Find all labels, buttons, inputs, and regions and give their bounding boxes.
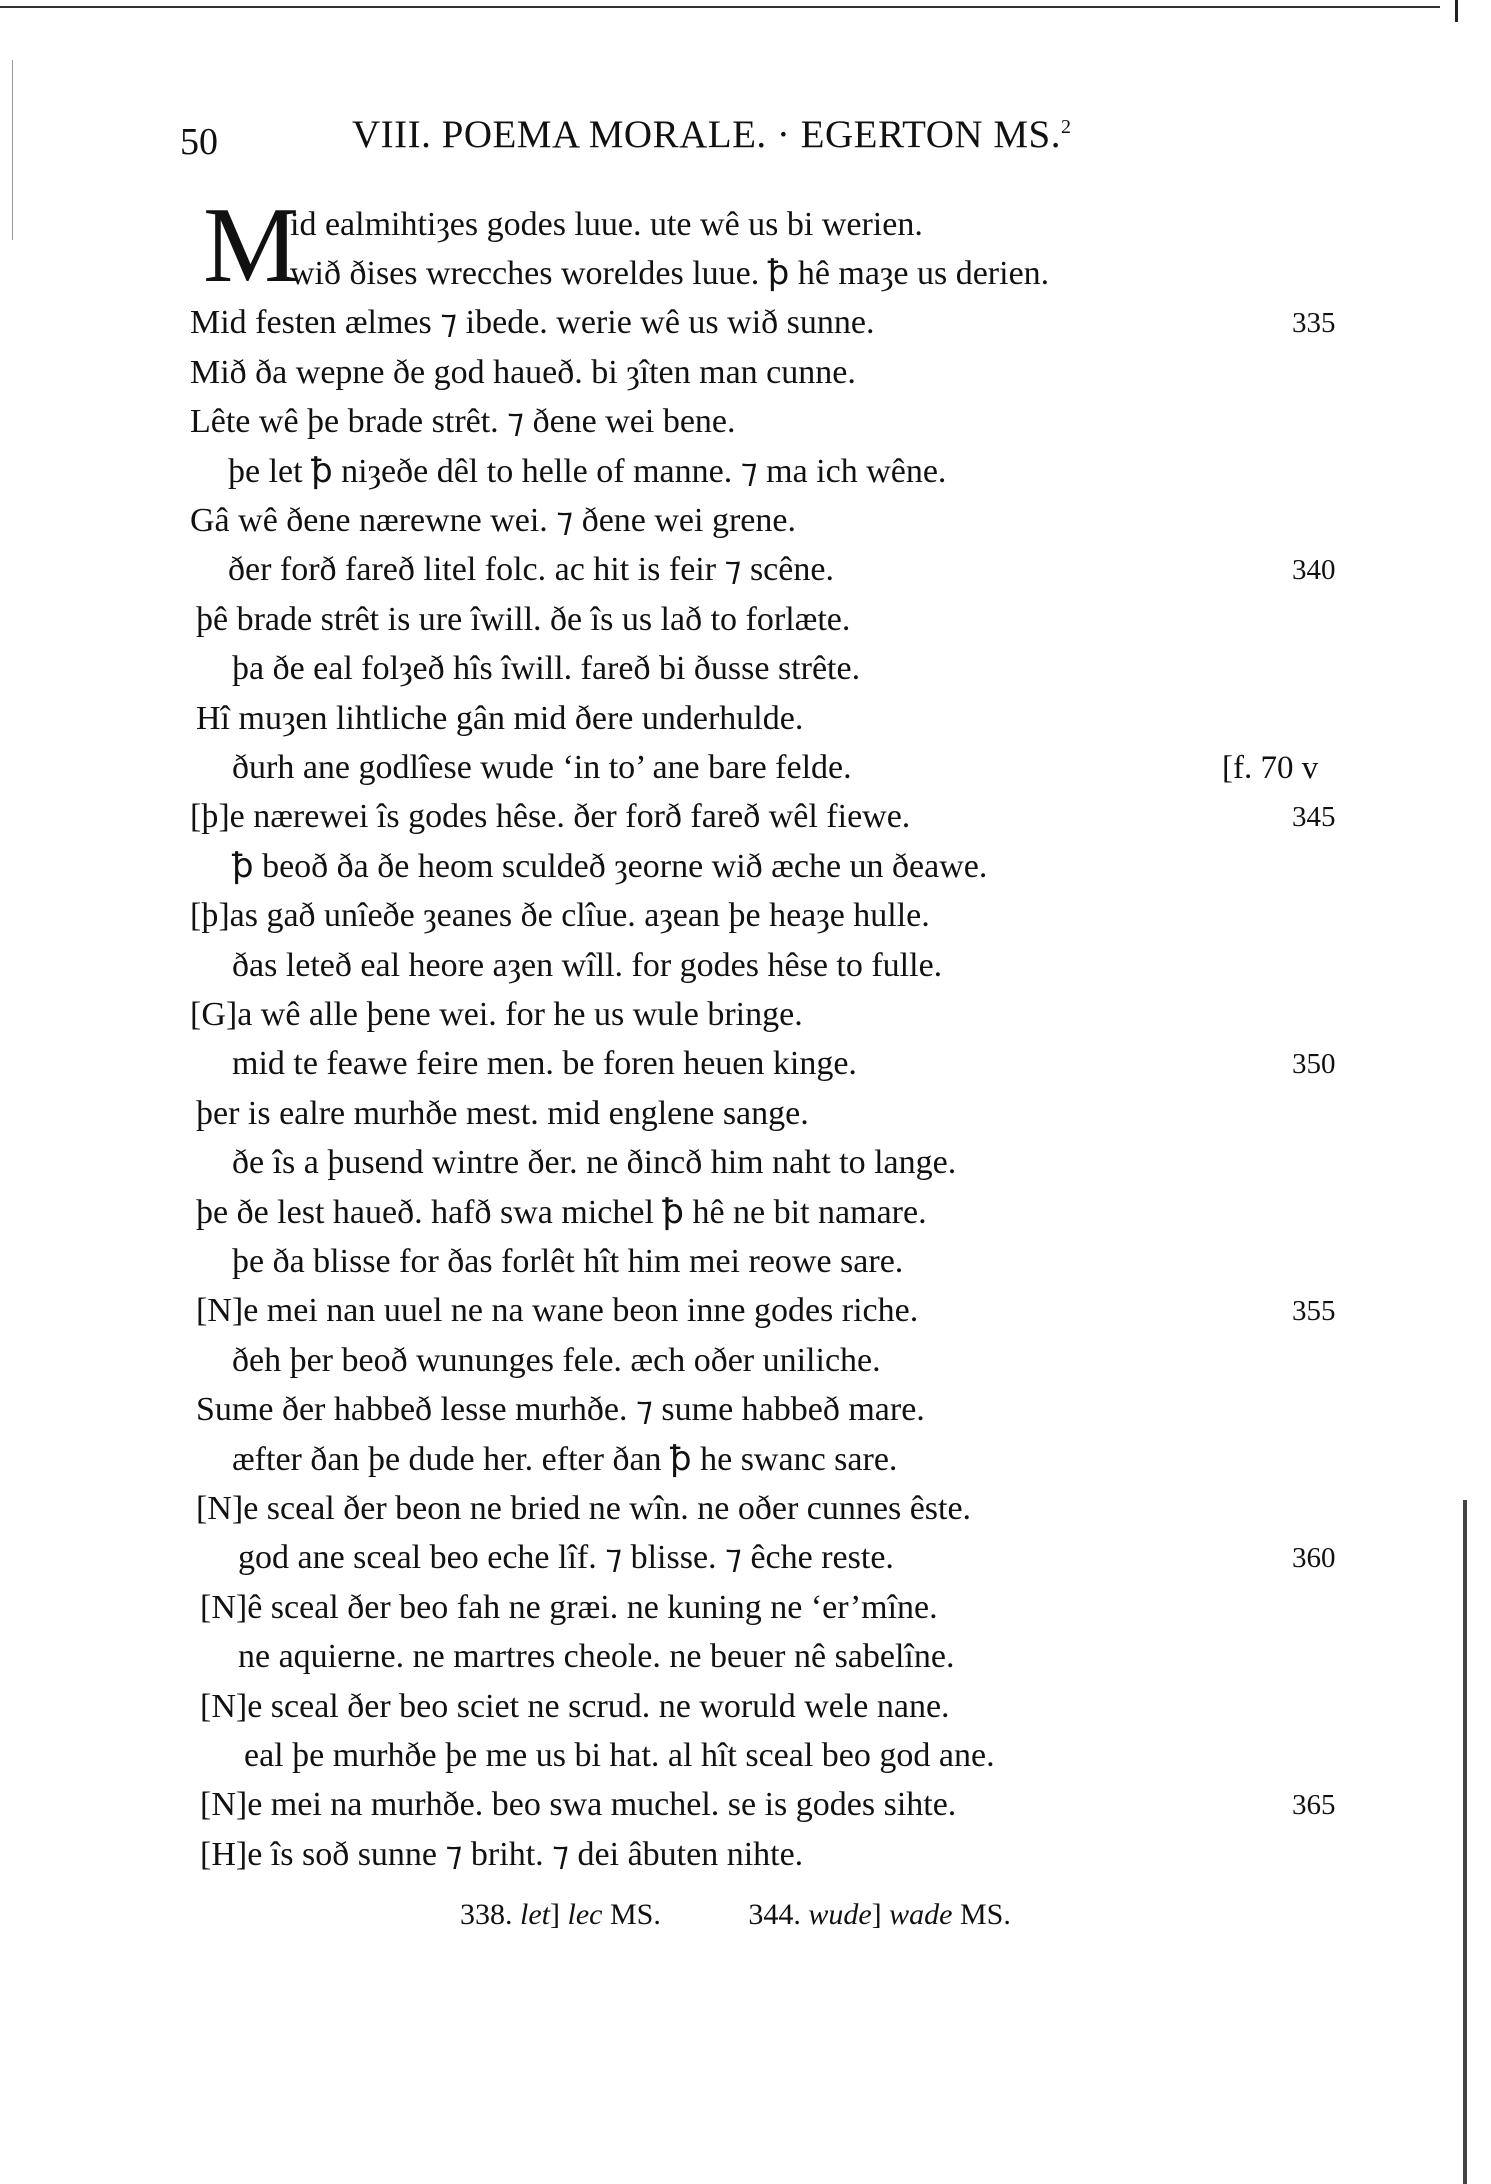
verse-line: [N]e mei nan uuel ne na wane beon inne godes riche. [196, 1292, 919, 1329]
line-number: 365 [1292, 1789, 1336, 1821]
verse-line: ne aquierne. ne martres cheole. ne beuer nê sabelîne. [238, 1638, 955, 1675]
verse-line: mid te feawe feire men. be foren heuen kinge. [232, 1045, 857, 1082]
verse-line: ðe îs a þusend wintre ðer. ne ðincð him naht to lange. [232, 1144, 957, 1181]
drop-cap: M [203, 186, 300, 305]
running-title: VIII. POEMA MORALE. · EGERTON MS.$^2$ [352, 113, 1072, 156]
verse-line: [N]e sceal ðer beon ne bried ne wîn. ne oðer cunnes êste. [196, 1490, 972, 1527]
verse-line: þe ða blisse for ðas forlêt hît him mei reowe sare. [232, 1243, 904, 1280]
verse-line: Sume ðer habbeð lesse murhðe. ⁊ sume habbeð mare. [196, 1391, 925, 1428]
verse-line: id ealmihtiȝes godes luue. ute wê us bi werien. [290, 206, 923, 243]
verse-line: æfter ðan þe dude her. efter ðan ꝥ he swanc sare. [232, 1441, 898, 1478]
verse-line: þe ðe lest haueð. hafð swa michel ꝥ hê ne bit namare. [196, 1194, 927, 1231]
verse-line: Mið ða wepne ðe god haueð. bi ȝîten man cunne. [190, 354, 856, 391]
line-number: 360 [1292, 1542, 1336, 1574]
verse-line: ðurh ane godlîese wude ‘in to’ ane bare felde. [232, 749, 852, 786]
page-edge-mark [1455, 0, 1458, 22]
verse-line: ðas leteð eal heore aȝen wîll. for godes hêse to fulle. [232, 947, 943, 984]
line-number: 350 [1292, 1048, 1336, 1080]
line-number: 355 [1292, 1295, 1336, 1327]
footnote: 344. wude] wade MS. [748, 1898, 1011, 1931]
verse-line: ðer forð fareð litel folc. ac hit is feir ⁊ scêne. [228, 551, 834, 588]
line-number: 340 [1292, 554, 1336, 586]
verse-line: þa ðe eal folȝeð hîs îwill. fareð bi ðusse strête. [232, 650, 861, 687]
page-number: 50 [180, 121, 218, 163]
verse-line: Mid festen ælmes ⁊ ibede. werie wê us wið sunne. [190, 304, 875, 341]
page-edge-mark [1463, 1500, 1467, 2184]
verse-line: Gâ wê ðene nærewne wei. ⁊ ðene wei grene. [190, 502, 796, 539]
verse-line: ꝥ beoð ða ðe heom sculdeð ȝeorne wið æche un ðeawe. [232, 848, 988, 885]
page-header [0, 112, 1491, 172]
verse-line: [H]e îs soð sunne ⁊ briht. ⁊ dei âbuten nihte. [200, 1836, 804, 1873]
verse-line: þe let ꝥ niȝeðe dêl to helle of manne. ⁊ ma ich wêne. [228, 453, 947, 490]
verse-line: eal þe murhðe þe me us bi hat. al hît sceal beo god ane. [244, 1737, 995, 1774]
verse-line: [N]e mei na murhðe. beo swa muchel. se is godes sihte. [200, 1786, 957, 1823]
verse-line: ðeh þer beoð wununges fele. æch oðer uniliche. [232, 1342, 881, 1379]
folio-note: [f. 70 v [1222, 750, 1319, 786]
verse-line: [N]ê sceal ðer beo fah ne græi. ne kuning ne ‘er’mîne. [200, 1589, 938, 1626]
line-number: 335 [1292, 307, 1336, 339]
footnotes [460, 1898, 1091, 1932]
verse-line: Hî muȝen lihtliche gân mid ðere underhulde. [196, 700, 804, 737]
verse-line: [þ]e nærewei îs godes hêse. ðer forð fareð wêl fiewe. [190, 798, 911, 835]
verse-line: [G]a wê alle þene wei. for he us wule bringe. [190, 996, 803, 1033]
verse-line: god ane sceal beo eche lîf. ⁊ blisse. ⁊ êche reste. [238, 1539, 894, 1576]
footnote: 338. let] lec MS. [460, 1898, 661, 1931]
footnote-mark: 2 [1060, 116, 1072, 138]
verse-line: Lête wê þe brade strêt. ⁊ ðene wei bene. [190, 403, 736, 440]
verse-line: þer is ealre murhðe mest. mid englene sange. [196, 1095, 809, 1132]
line-number: 345 [1292, 801, 1336, 833]
top-rule [0, 6, 1440, 8]
verse-line: [N]e sceal ðer beo sciet ne scrud. ne woruld wele nane. [200, 1688, 950, 1725]
verse-line: wið ðises wrecches woreldes luue. ꝥ hê maȝe us derien. [290, 255, 1050, 292]
verse-line: þê brade strêt is ure îwill. ðe îs us lað to forlæte. [196, 601, 851, 638]
verse-line: [þ]as gað unîeðe ȝeanes ðe clîue. aȝean þe heaȝe hulle. [190, 897, 930, 934]
